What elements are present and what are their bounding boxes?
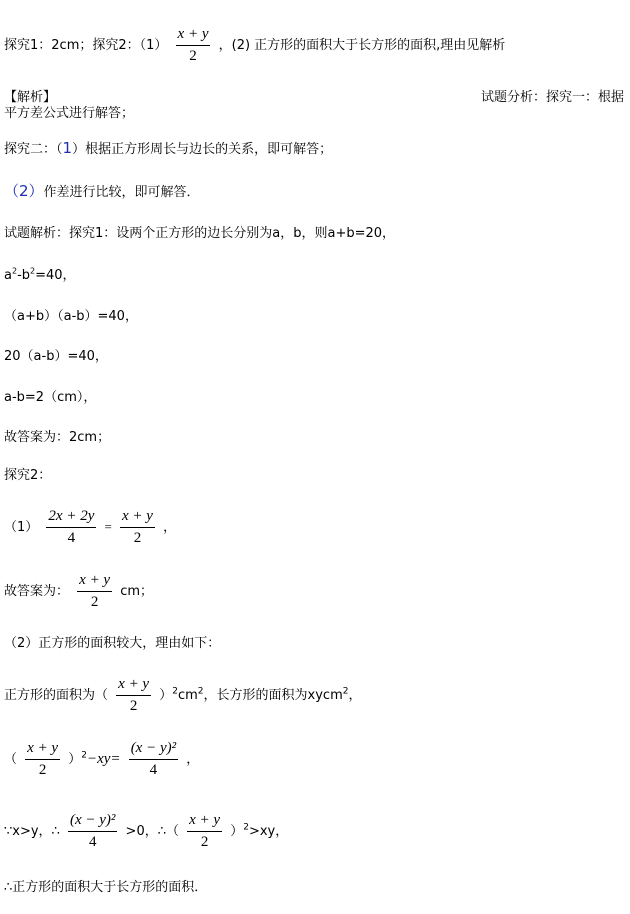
- l5a: a: [4, 268, 12, 283]
- b-sup: 2: [81, 750, 87, 761]
- line-5: [4, 264, 76, 283]
- eq1-prefix: （1）: [4, 520, 39, 535]
- a-rest-sup: 2: [342, 686, 349, 697]
- b-fraction-2: [129, 740, 178, 779]
- eq1-den1: 4: [67, 530, 76, 546]
- ans1-num: x + y: [77, 572, 112, 592]
- b-fraction: [25, 740, 60, 779]
- ans1-prefix: 故答案为：: [4, 584, 70, 599]
- c-num2: x + y: [187, 812, 222, 832]
- a-end: ，: [348, 688, 362, 703]
- b-minus: −xy=: [86, 751, 121, 767]
- summary-text-1: 探究1：2cm；探究2：（1）: [4, 38, 168, 53]
- difference-line: [4, 740, 199, 779]
- l5d: 2: [30, 266, 36, 276]
- eq1-equals: =: [104, 519, 112, 534]
- eq1-fraction-2: [120, 508, 155, 547]
- c-den2: 2: [200, 834, 209, 850]
- line-2: [4, 138, 332, 157]
- b-close: ）: [68, 752, 82, 767]
- l5c: -b: [17, 268, 31, 283]
- eq1-suffix: ，: [163, 520, 177, 535]
- equation-1: [4, 508, 176, 547]
- line-8: a-b=2（cm），: [4, 390, 97, 405]
- b-num: x + y: [25, 740, 60, 760]
- summary-fraction: [176, 26, 211, 65]
- a-num: x + y: [116, 676, 151, 696]
- line-7: 20（a-b）=40，: [4, 349, 108, 364]
- line-2-c: ）根据正方形周长与边长的关系，即可解答；: [72, 142, 333, 157]
- ans1-fraction: [77, 572, 112, 611]
- b-end: ，: [186, 752, 200, 767]
- line-2-b: 1: [62, 139, 73, 157]
- l5e: =40，: [35, 268, 76, 283]
- analysis-intro: 试题分析：探究一：根据: [480, 90, 624, 105]
- ans1-suffix: cm；: [120, 584, 154, 599]
- l5b: 2: [11, 266, 18, 276]
- a-mid: ）: [159, 688, 173, 703]
- square-area-line: [4, 676, 361, 715]
- c-fraction-1: [68, 812, 117, 851]
- line-6: （a+b）（a-b）=40，: [4, 309, 138, 324]
- eq1-fraction-1: [46, 508, 96, 547]
- b-num2: (x − y)²: [129, 740, 178, 760]
- eq1-num1: 2x + 2y: [46, 508, 96, 528]
- a-unit: cm: [177, 688, 198, 703]
- line-9: 故答案为：2cm；: [4, 430, 111, 445]
- a-fraction: [116, 676, 151, 715]
- c-close: ）: [230, 824, 244, 839]
- line-2-a: 探究二：（: [4, 142, 63, 157]
- c-den: 4: [88, 834, 97, 850]
- a-sup: 2: [172, 686, 178, 697]
- line-3-a: （2）: [4, 182, 44, 200]
- line-1: 平方差公式进行解答；: [4, 106, 135, 121]
- line-3: [4, 180, 200, 201]
- b-den2: 4: [149, 762, 158, 778]
- summary-text-2: ，(2) 正方形的面积大于长方形的面积,理由见解析: [218, 38, 506, 53]
- eq1-den2: 2: [133, 530, 142, 546]
- answer-summary: [4, 26, 505, 65]
- a-den: 2: [129, 698, 138, 714]
- c-end: >xy，: [248, 824, 289, 839]
- a-rest: ，长方形的面积为xycm: [203, 688, 343, 703]
- line-4: 试题解析：探究1：设两个正方形的边长分别为a，b，则a+b=20，: [4, 226, 396, 241]
- eq1-num2: x + y: [120, 508, 155, 528]
- fraction-numerator: x + y: [176, 26, 211, 46]
- c-fraction-2: [187, 812, 222, 851]
- b-den: 2: [38, 762, 47, 778]
- b-open: （: [4, 752, 18, 767]
- conclusion: ∴正方形的面积大于长方形的面积．: [4, 880, 208, 895]
- answer-1: [4, 572, 153, 611]
- a-unit-sup: 2: [197, 686, 204, 697]
- because-line: [4, 812, 288, 851]
- c-sup: 2: [243, 822, 249, 833]
- analysis-heading: 【解析】: [4, 90, 57, 105]
- part2-title: （2）正方形的面积较大，理由如下：: [4, 636, 221, 651]
- fraction-denominator: 2: [189, 48, 197, 64]
- line-3-b: 作差进行比较，即可解答．: [43, 185, 200, 200]
- line-10: 探究2：: [4, 468, 52, 483]
- a-prefix: 正方形的面积为（: [4, 688, 109, 703]
- c-mid: >0，∴（: [125, 824, 179, 839]
- c-pre: ∵x>y，∴: [4, 824, 60, 839]
- c-num: (x − y)²: [68, 812, 117, 832]
- ans1-den: 2: [90, 594, 99, 610]
